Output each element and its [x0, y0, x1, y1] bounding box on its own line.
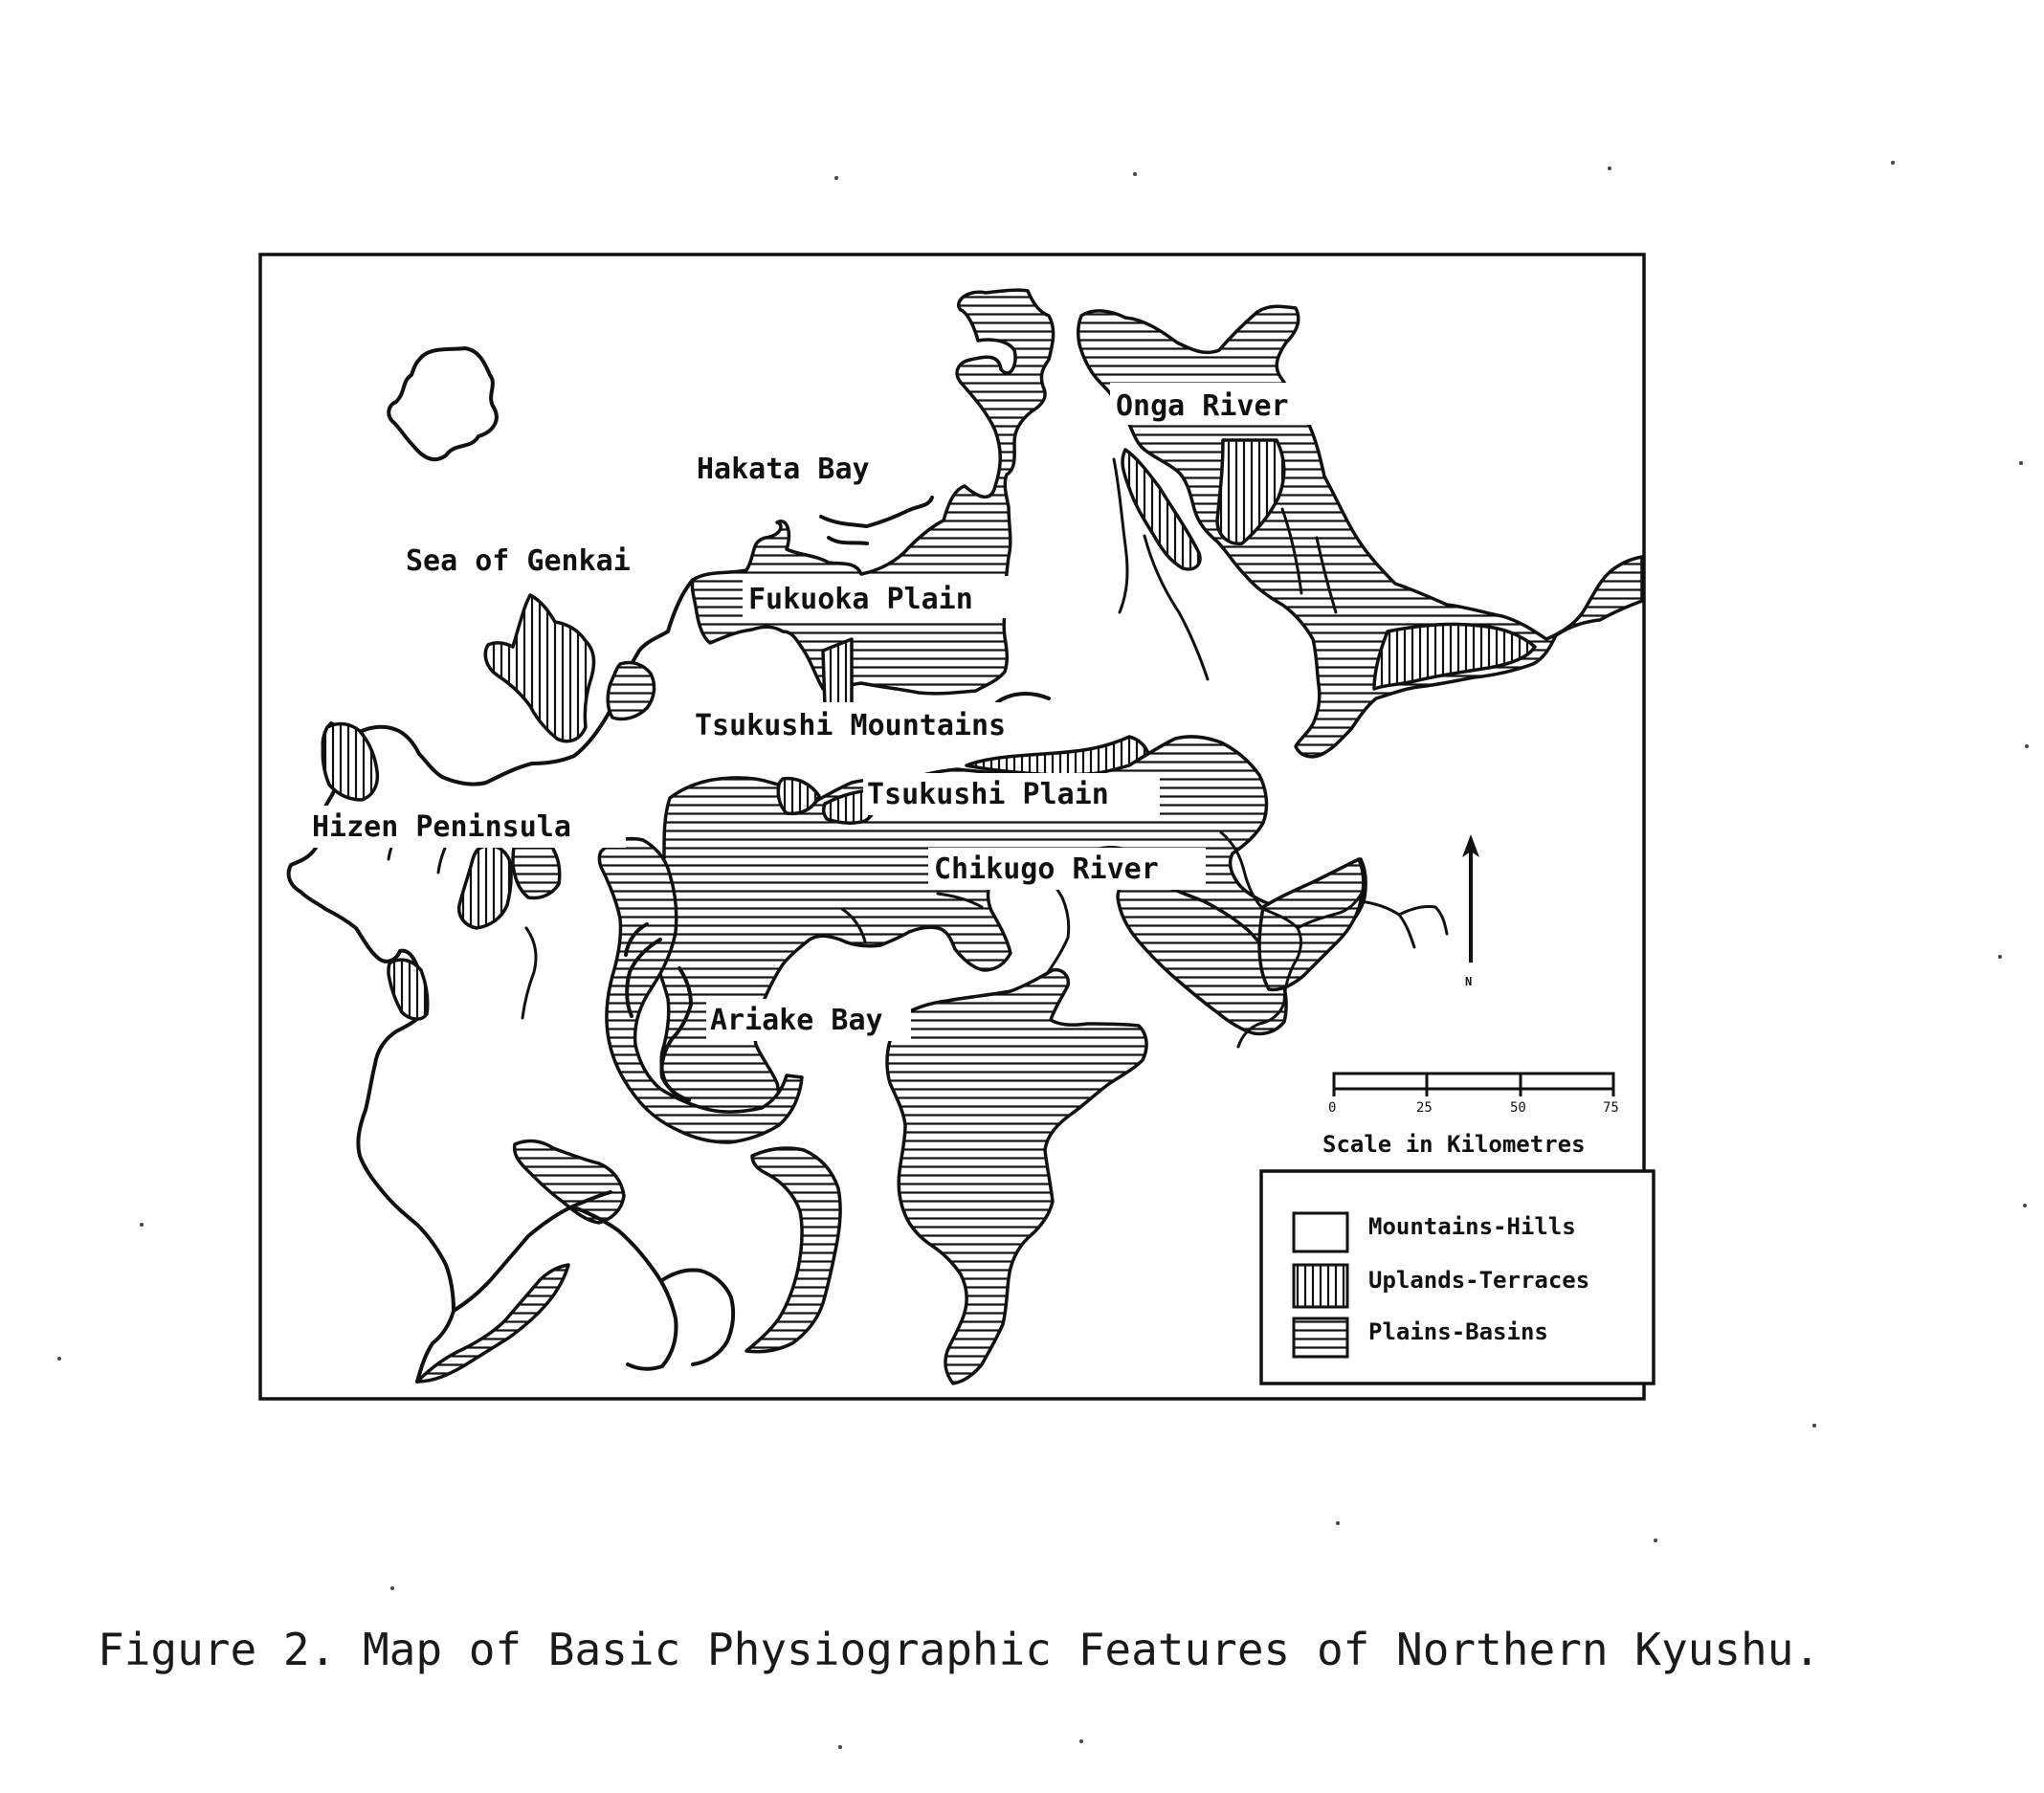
figure-caption: Figure 2. Map of Basic Physiographic Features of Northern Kyushu. [98, 1624, 1821, 1675]
scale-tick-25: 25 [1416, 1100, 1433, 1116]
label-tsukushi-plain: Tsukushi Plain [867, 778, 1109, 811]
map-legend [1261, 1171, 1654, 1383]
label-fukuoka-plain: Fukuoka Plain [748, 583, 973, 616]
legend-label-plains-basins: Plains-Basins [1368, 1318, 1548, 1345]
label-hakata-bay: Hakata Bay [697, 453, 870, 486]
scale-tick-50: 50 [1510, 1100, 1526, 1116]
fukuoka-uplands-strip [823, 639, 852, 706]
legend-label-mountains-hills: Mountains-Hills [1368, 1213, 1576, 1240]
label-sea-of-genkai: Sea of Genkai [406, 544, 631, 578]
label-tsukushi-mountains: Tsukushi Mountains [695, 709, 1007, 742]
legend-swatch-plains-basins [1294, 1318, 1347, 1357]
legend-swatch-uplands-terraces [1294, 1265, 1347, 1307]
label-onga-river: Onga River [1116, 389, 1289, 423]
legend-label-uplands-terraces: Uplands-Terraces [1368, 1267, 1590, 1294]
north-arrow-label: N [1465, 975, 1473, 988]
label-chikugo-river: Chikugo River [934, 852, 1159, 886]
scale-tick-0: 0 [1328, 1100, 1337, 1116]
scale-tick-75: 75 [1603, 1100, 1619, 1116]
legend-swatch-mountains-hills [1294, 1213, 1347, 1251]
label-hizen-peninsula: Hizen Peninsula [312, 810, 571, 844]
label-ariake-bay: Ariake Bay [710, 1004, 883, 1037]
scale-title: Scale in Kilometres [1322, 1131, 1586, 1158]
